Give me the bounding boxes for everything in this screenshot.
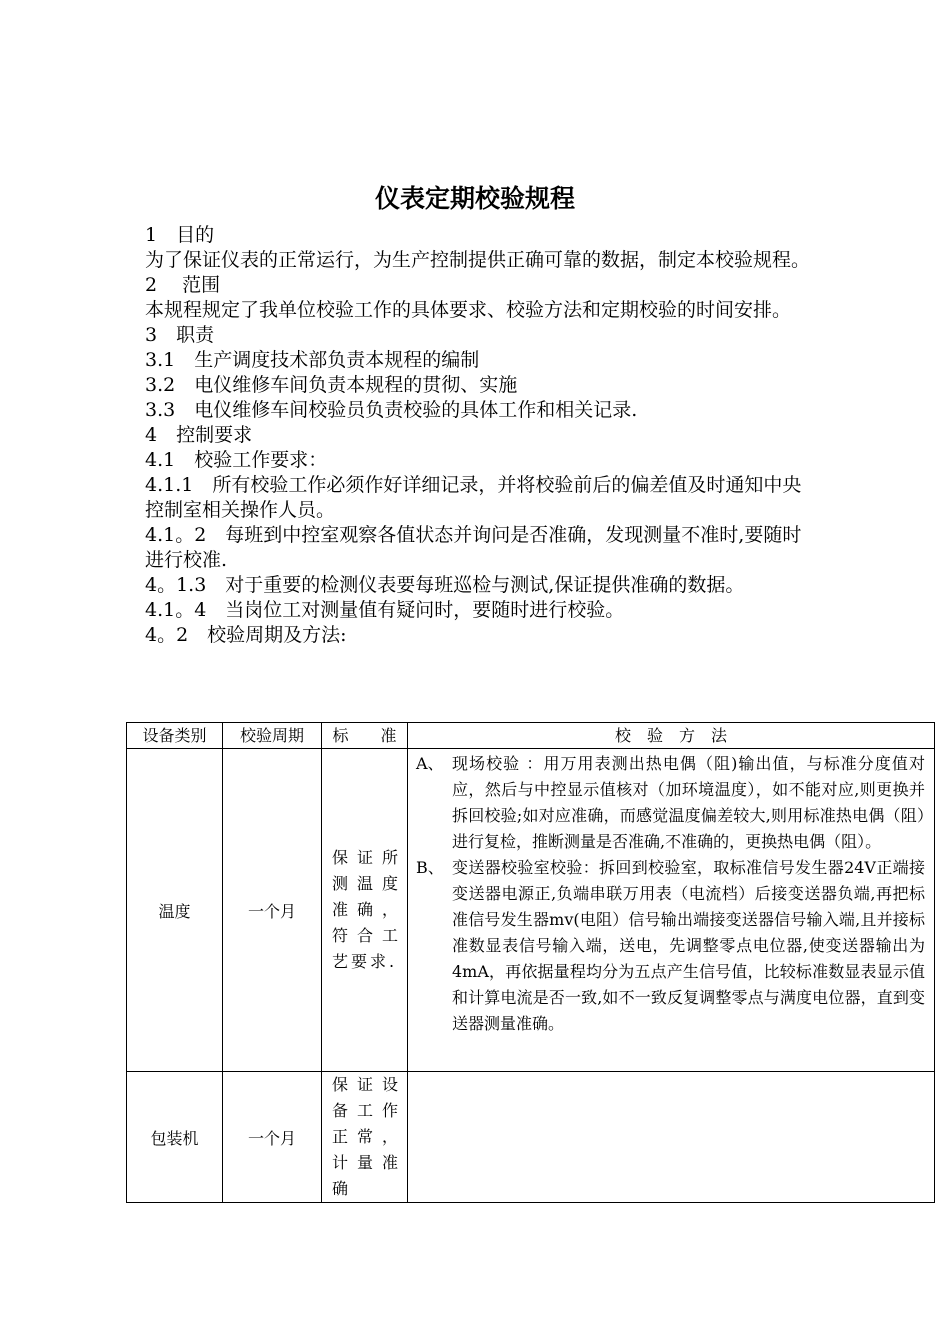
cell-standard: 保证所测温度准确，符合工艺要求. — [322, 749, 408, 1072]
header-standard: 标 准 — [322, 723, 408, 749]
table-header-row — [127, 723, 935, 749]
duty-item-3-3: 3.3 电仪维修车间校验员负责校验的具体工作和相关记录. — [145, 399, 638, 421]
table-row — [127, 1072, 935, 1203]
header-cycle: 校验周期 — [223, 723, 322, 749]
document-body — [145, 223, 813, 648]
duty-item-3-2: 3.2 电仪维修车间负责本规程的贯彻、实施 — [145, 374, 518, 396]
cell-standard: 保证设备工作正常，计量准确 — [322, 1072, 408, 1203]
cell-method — [408, 1072, 935, 1203]
cell-cycle: 一个月 — [223, 1072, 322, 1203]
section-heading-scope: 2 范围 — [145, 274, 221, 296]
section-heading-control: 4 控制要求 — [145, 424, 253, 446]
method-label: A、 — [416, 754, 444, 773]
section-heading-purpose: 1 目的 — [145, 224, 215, 246]
header-category: 设备类别 — [127, 723, 223, 749]
table-row — [127, 749, 935, 1072]
method-item — [416, 855, 925, 1037]
method-label: B、 — [416, 858, 444, 877]
cell-category: 温度 — [127, 749, 223, 1072]
control-item-4-1-4: 4.1。4 当岗位工对测量值有疑问时，要随时进行校验。 — [145, 599, 625, 621]
scope-text: 本规程规定了我单位校验工作的具体要求、校验方法和定期校验的时间安排。 — [145, 299, 792, 321]
control-item-4-2: 4。2 校验周期及方法: — [145, 624, 347, 646]
method-item — [416, 751, 925, 855]
calibration-table — [126, 722, 935, 1203]
purpose-text: 为了保证仪表的正常运行，为生产控制提供正确可靠的数据，制定本校验规程。 — [145, 249, 811, 271]
control-item-4-1-1: 4.1.1 所有校验工作必须作好详细记录，并将校验前后的偏差值及时通知中央控制室相关操作人员。 — [145, 474, 802, 521]
document-title: 仪表定期校验规程 — [374, 184, 575, 213]
section-heading-duties: 3 职责 — [145, 324, 215, 346]
control-item-4-1: 4.1 校验工作要求： — [145, 449, 328, 471]
cell-method — [408, 749, 935, 1072]
duty-item-3-1: 3.1 生产调度技术部负责本规程的编制 — [145, 349, 480, 371]
cell-cycle: 一个月 — [223, 749, 322, 1072]
method-text: 现场校验 ：用万用表测出热电偶（阻)输出值，与标准分度值对应，然后与中控显示值核对（加环境温度），如不能对应,则更换并拆回校验;如对应准确，而感觉温度偏差较大,则用标准热电偶（阻）进行复检，推断测量是否准确,不准确的，更换热电偶（阻）。 — [452, 754, 925, 851]
control-item-4-1-2: 4.1。2 每班到中控室观察各值状态并询问是否准确，发现测量不准时,要随时进行校准. — [145, 524, 802, 571]
control-item-4-1-3: 4。1.3 对于重要的检测仪表要每班巡检与测试,保证提供准确的数据。 — [145, 574, 745, 596]
header-method: 校 验 方 法 — [408, 723, 935, 749]
cell-category: 包装机 — [127, 1072, 223, 1203]
method-text: 变送器校验室校验：拆回到校验室，取标准信号发生器24V正端接变送器电源正,负端串联万用表（电流档）后接变送器负端,再把标准信号发生器mv(电阻）信号输出端接变送器信号输入端,且并接标准数显表信号输入端，送电，先调整零点电位器,使变送器输出为4mA，再依据量程均分为五点产生信号值，比较标准数显表显示值和计算电流是否一致,如不一致反复调整零点与满度电位器，直到变送器测量准确。 — [452, 858, 925, 1033]
